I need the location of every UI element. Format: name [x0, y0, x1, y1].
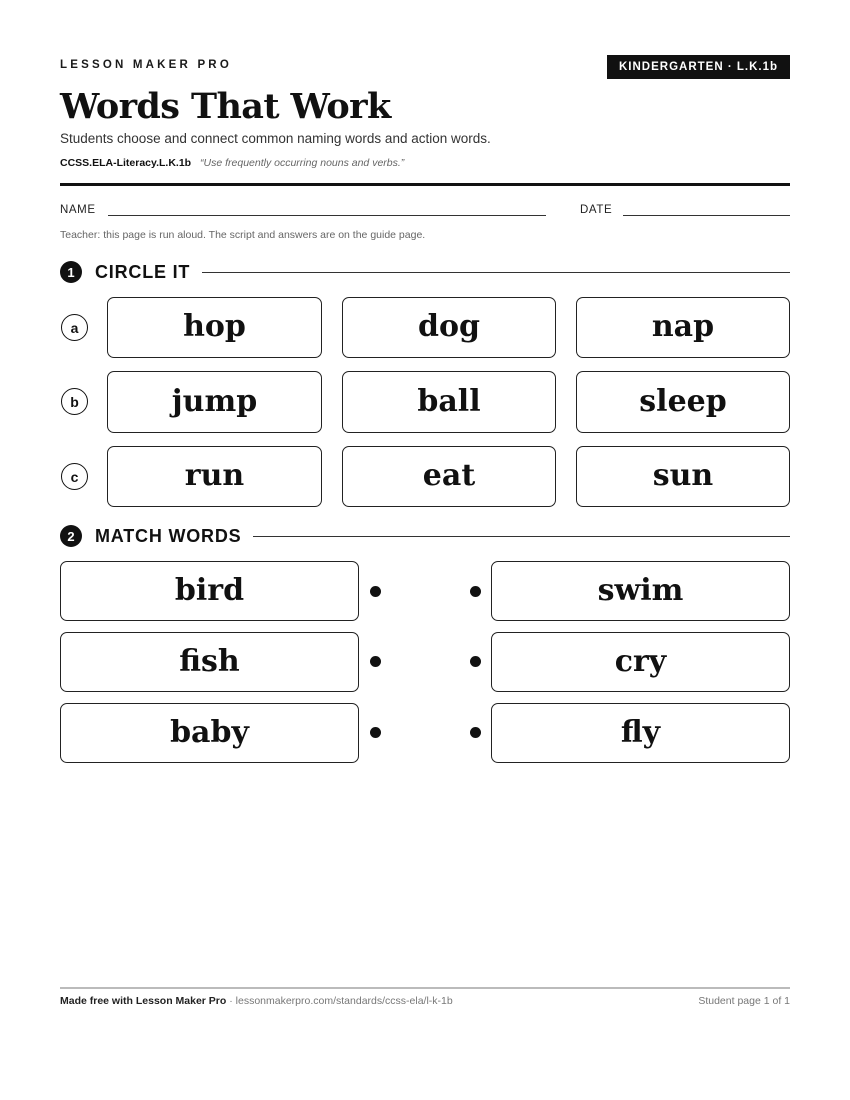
standard-quote: “Use frequently occurring nouns and verbs.” — [200, 157, 405, 169]
section-match-words-header — [60, 525, 790, 547]
section-number-badge: 1 — [60, 261, 82, 283]
section-rule — [202, 272, 790, 273]
circle-word-box[interactable]: eat — [342, 446, 556, 507]
circle-word-box[interactable]: run — [107, 446, 322, 507]
teacher-note: Teacher: this page is run aloud. The script and answers are on the guide page. — [60, 229, 426, 241]
circle-word-box[interactable]: jump — [107, 371, 322, 433]
page-title: Words That Work — [60, 86, 391, 127]
section-number-badge: 2 — [60, 525, 82, 547]
match-right-word[interactable]: fly — [491, 703, 790, 763]
date-label: DATE — [580, 204, 613, 216]
section-title: MATCH WORDS — [95, 525, 242, 546]
page-subtitle: Students choose and connect common naming words and action words. — [60, 131, 491, 146]
footer-divider — [60, 987, 790, 989]
circle-word-box[interactable]: sun — [576, 446, 790, 507]
grade-badge: KINDERGARTEN · L.K.1b — [607, 55, 790, 79]
circle-word-box[interactable]: dog — [342, 297, 556, 358]
footer-url[interactable]: · lessonmakerpro.com/standards/ccss-ela/l-k-1b — [226, 995, 453, 1007]
section-circle-it-header — [60, 261, 790, 283]
match-left-word[interactable]: baby — [60, 703, 359, 763]
footer-made-with: Made free with Lesson Maker Pro — [60, 995, 227, 1007]
circle-word-box[interactable]: sleep — [576, 371, 790, 433]
match-left-dot[interactable] — [370, 586, 381, 597]
name-field[interactable] — [108, 215, 546, 216]
section-rule — [253, 536, 790, 537]
match-left-word[interactable]: fish — [60, 632, 359, 692]
name-label: NAME — [60, 204, 96, 216]
match-right-dot[interactable] — [470, 727, 481, 738]
match-left-dot[interactable] — [370, 656, 381, 667]
match-left-dot[interactable] — [370, 727, 381, 738]
row-letter-a: a — [61, 314, 88, 341]
footer-page-number: Student page 1 of 1 — [698, 995, 790, 1007]
match-right-word[interactable]: cry — [491, 632, 790, 692]
brand-name: LESSON MAKER PRO — [60, 59, 232, 71]
standard-reference — [60, 157, 404, 169]
circle-word-box[interactable]: nap — [576, 297, 790, 358]
match-right-word[interactable]: swim — [491, 561, 790, 621]
date-field[interactable] — [623, 215, 790, 216]
row-letter-b: b — [61, 388, 88, 415]
circle-word-box[interactable]: ball — [342, 371, 556, 433]
footer-credit — [60, 995, 453, 1007]
match-right-dot[interactable] — [470, 656, 481, 667]
standard-code: CCSS.ELA-Literacy.L.K.1b — [60, 157, 192, 169]
match-left-word[interactable]: bird — [60, 561, 359, 621]
section-title: CIRCLE IT — [95, 261, 191, 282]
circle-word-box[interactable]: hop — [107, 297, 322, 358]
header-divider — [60, 183, 790, 186]
match-right-dot[interactable] — [470, 586, 481, 597]
row-letter-c: c — [61, 463, 88, 490]
